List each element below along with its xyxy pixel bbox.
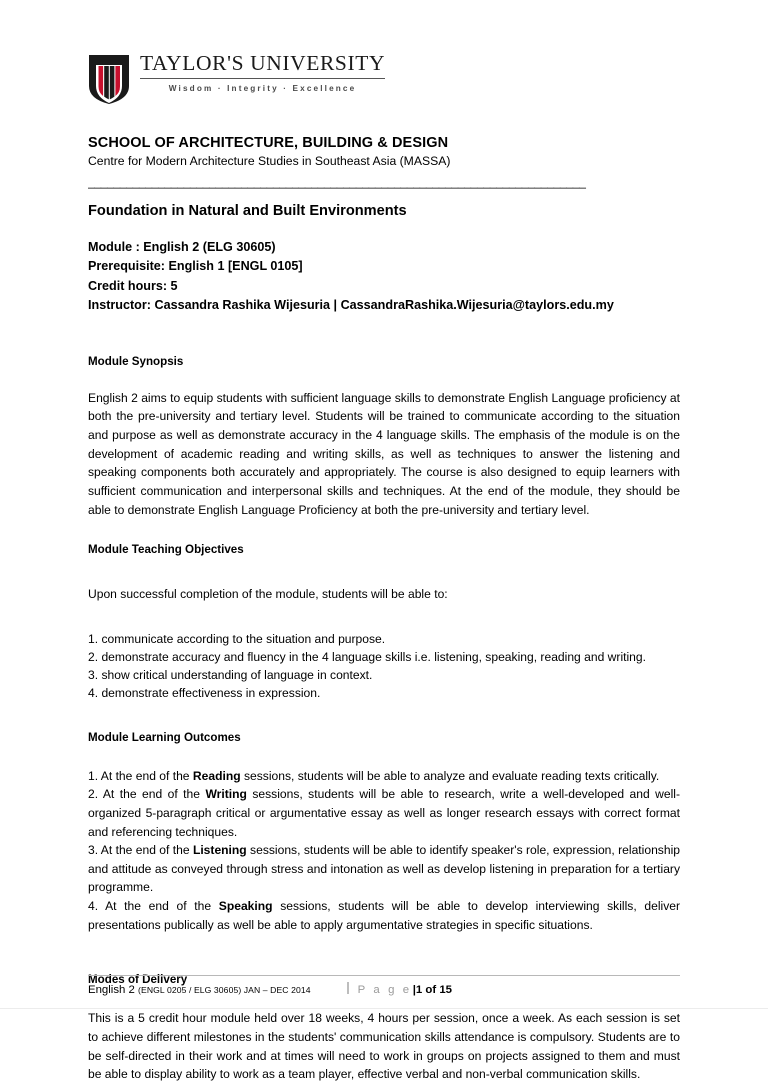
outcome-text: sessions, students will be able to research, write a well-developed and well-organized 5-paragraph critical or argumentative essay as well as longer research essays with correct format and referencing techniques. xyxy=(88,787,680,839)
list-item xyxy=(88,767,680,786)
module-details xyxy=(88,238,680,316)
page-content xyxy=(88,0,680,1084)
outcome-number: 4. At the end of the xyxy=(88,898,219,913)
list-item xyxy=(88,785,680,841)
instructor-line: Instructor: Cassandra Rashika Wijesuria | CassandraRashika.Wijesuria@taylors.edu.my xyxy=(88,298,614,313)
list-item: 1. communicate according to the situation and purpose. xyxy=(88,631,386,646)
school-title: SCHOOL OF ARCHITECTURE, BUILDING & DESIGN xyxy=(88,135,449,151)
logo-title: TAYLOR'S UNIVERSITY xyxy=(140,53,385,79)
logo-tagline: Wisdom · Integrity · Excellence xyxy=(168,83,357,93)
list-item: 2. demonstrate accuracy and fluency in the 4 language skills i.e. listening, speaking, reading and writing. xyxy=(88,650,646,665)
footer-separator xyxy=(347,982,349,994)
outcome-keyword: Writing xyxy=(205,787,247,802)
outcome-text: sessions, students will be able to identify speaker's role, expression, relationship and attitude as conveyed through stress and intonation as well as develop listening in preparation for a tertiary programme. xyxy=(88,843,680,895)
footer-module-label xyxy=(88,984,311,996)
modes-of-delivery-body: This is a 5 credit hour module held over 18 weeks, 4 hours per session, once a week. As each session is set to achieve different milestones in the students' communication skills attendance is compulsory. Students are to be self-directed in their work and at times will need to work in groups on projects assigned to them and must be able to display ability to work as a team player, effective verbal and non-verbal communication skills. xyxy=(88,1011,680,1082)
footer-module-code: (ENGL 0205 / ELG 30605) JAN – DEC 2014 xyxy=(138,985,311,995)
outcome-text: sessions, students will be able to analyze and evaluate reading texts critically. xyxy=(240,768,660,783)
list-item xyxy=(88,897,680,934)
outcome-number: 2. At the end of the xyxy=(88,787,206,802)
learning-outcomes-heading: Module Learning Outcomes xyxy=(88,730,241,744)
teaching-objectives-list xyxy=(88,630,680,703)
header-divider-rule: ______________________________________________________________________________ xyxy=(88,175,586,189)
footer-page-number: |1 of 15 xyxy=(412,984,452,996)
list-item xyxy=(88,841,680,897)
module-synopsis-heading: Module Synopsis xyxy=(88,354,184,368)
module-code-line: Module : English 2 (ELG 30605) xyxy=(88,239,276,254)
footer-module-name: English 2 xyxy=(88,984,139,996)
outcome-text: sessions, students will be able to develop interviewing skills, deliver presentations publically as well be able to apply argumentative strategies in specific situations. xyxy=(88,898,680,932)
logo-wordmark xyxy=(140,52,385,93)
prerequisite-line: Prerequisite: English 1 [ENGL 0105] xyxy=(88,259,303,274)
outcome-number: 3. At the end of the xyxy=(88,843,193,858)
footer-page-word: P a g e xyxy=(357,984,412,996)
learning-outcomes-list xyxy=(88,767,680,934)
taylors-shield-logo-icon xyxy=(88,54,130,104)
modes-of-delivery-heading: Modes of Delivery xyxy=(88,973,188,987)
outcome-number: 1. At the end of the xyxy=(88,768,193,783)
outcome-keyword: Reading xyxy=(192,768,241,783)
teaching-objectives-heading: Module Teaching Objectives xyxy=(88,543,244,557)
outcome-keyword: Speaking xyxy=(218,898,273,913)
page-footer xyxy=(88,975,680,996)
outcome-keyword: Listening xyxy=(192,843,247,858)
list-item: 3. show critical understanding of language in context. xyxy=(88,668,373,683)
program-title: Foundation in Natural and Built Environments xyxy=(88,202,407,219)
centre-subtitle: Centre for Modern Architecture Studies in Southeast Asia (MASSA) xyxy=(88,154,451,169)
list-item: 4. demonstrate effectiveness in expression. xyxy=(88,686,321,701)
credit-hours-line: Credit hours: 5 xyxy=(88,278,178,293)
module-synopsis-body: English 2 aims to equip students with sufficient language skills to demonstrate English Language proficiency at both the pre-university and tertiary level. Students will be trained to communicate according to the situation and purpose as well as demonstrate accuracy in the 4 language skills. The emphasis of the module is on the development of academic reading and writing skills, as well as techniques to answer the listening and speaking components both accurately and appropriately. The course is also designed to equip learners with sufficient communication and interpersonal skills and techniques. At the end of the module, they should be able to demonstrate English Language Proficiency at both the pre-university and tertiary level. xyxy=(88,390,680,517)
teaching-objectives-intro: Upon successful completion of the module, students will be able to: xyxy=(88,587,448,602)
university-logo xyxy=(88,52,680,112)
